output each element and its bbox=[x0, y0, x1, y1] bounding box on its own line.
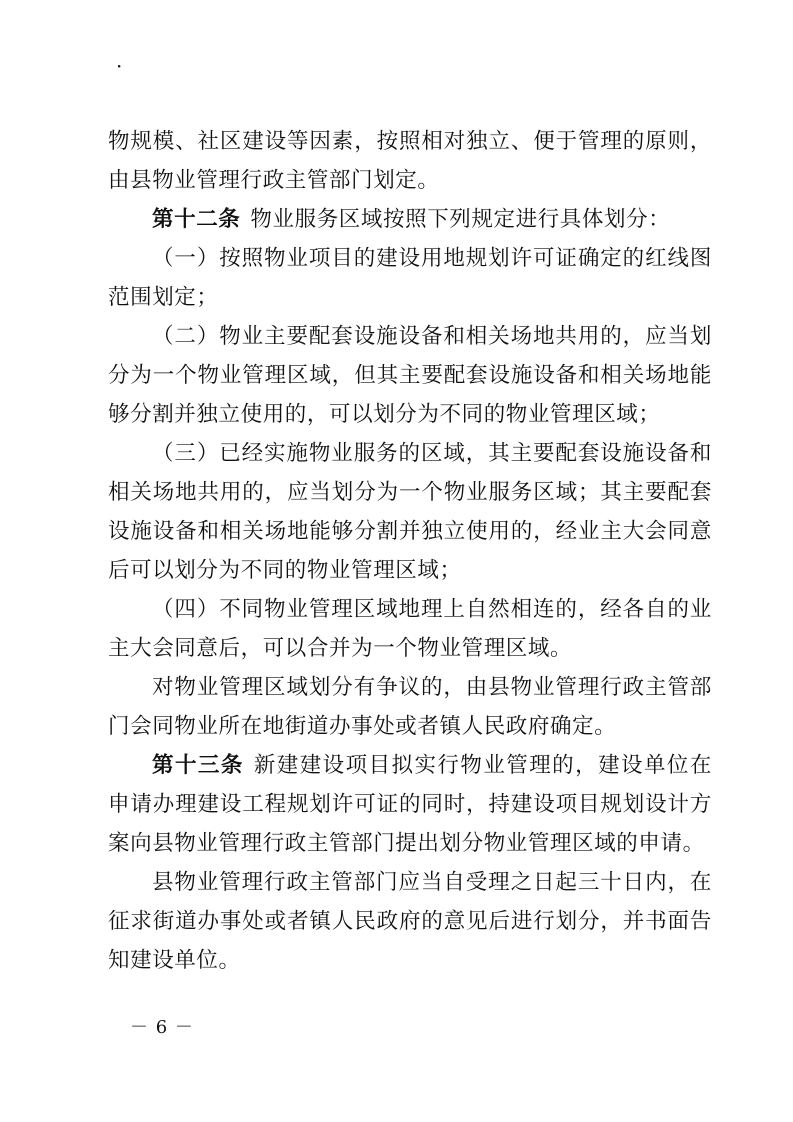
list-item-3: （三）已经实施物业服务的区域，其主要配套设施设备和相关场地共用的，应当划分为一个物业服务区域；其主要配套设施设备和相关场地能够分割并独立使用的，经业主大会同意后可以划分为不同的物业管理区域； bbox=[108, 441, 712, 583]
article-12-title: 第十二条 bbox=[152, 207, 241, 232]
article-13-text: 新建建设项目拟实行物业管理的，建设单位在申请办理建设工程规划许可证的同时，持建设项目规划设计方案向县物业管理行政主管部门提出划分物业管理区域的申请。 bbox=[108, 753, 712, 856]
article-12 bbox=[108, 200, 712, 239]
list-item-4: （四）不同物业管理区域地理上自然相连的，经各自的业主大会同意后，可以合并为一个物业管理区域。 bbox=[108, 597, 712, 661]
dispute-paragraph: 对物业管理区域划分有争议的，由县物业管理行政主管部门会同物业所在地街道办事处或者镇人民政府确定。 bbox=[108, 675, 712, 739]
paragraph-continuation: 物规模、社区建设等因素，按照相对独立、便于管理的原则，由县物业管理行政主管部门划定。 bbox=[108, 129, 712, 193]
list-item-2: （二）物业主要配套设施设备和相关场地共用的，应当划分为一个物业管理区域，但其主要配套设施设备和相关场地能够分割并独立使用的，可以划分为不同的物业管理区域； bbox=[108, 324, 712, 427]
list-item-1: （一）按照物业项目的建设用地规划许可证确定的红线图范围划定； bbox=[108, 246, 712, 310]
header-dot: · bbox=[116, 54, 123, 78]
article-12-text: 物业服务区域按照下列规定进行具体划分： bbox=[250, 207, 671, 232]
page-number: － 6 － bbox=[130, 1017, 194, 1038]
article-13-title: 第十三条 bbox=[152, 753, 244, 778]
article-13 bbox=[108, 746, 712, 863]
document-body bbox=[108, 122, 712, 980]
final-paragraph: 县物业管理行政主管部门应当自受理之日起三十日内，在征求街道办事处或者镇人民政府的意见后进行划分，并书面告知建设单位。 bbox=[108, 870, 712, 973]
